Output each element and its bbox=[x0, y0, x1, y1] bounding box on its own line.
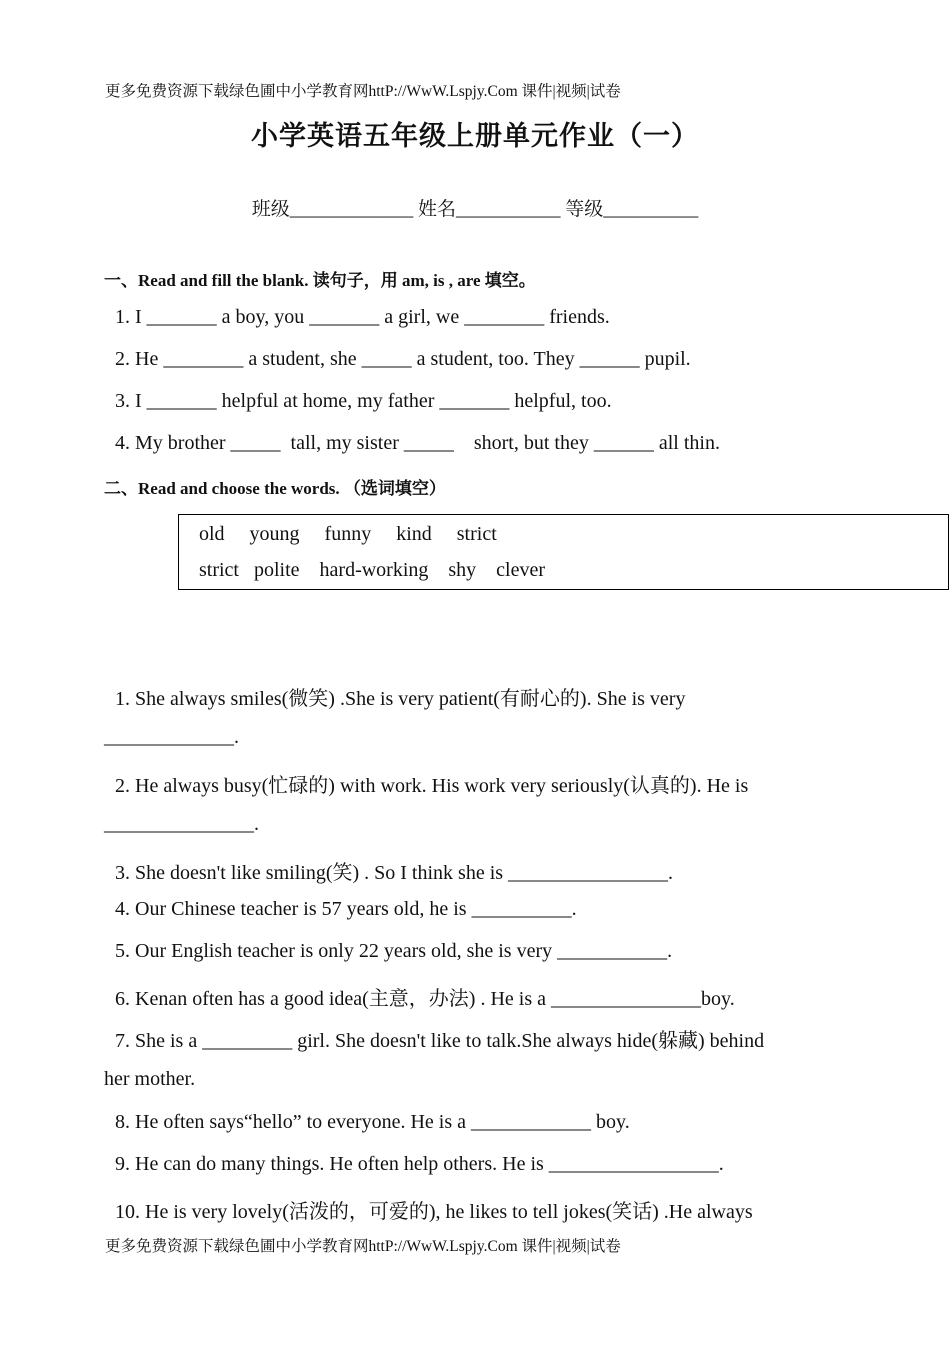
section-1-question-1: 1. I _______ a boy, you _______ a girl, we ________ friends. bbox=[115, 306, 610, 328]
section-2-question-6: 6. Kenan often has a good idea(主意，办法) . He is a _______________boy. bbox=[115, 988, 735, 1010]
section-2-question-1-blank: _____________. bbox=[104, 726, 239, 748]
student-info-line: 班级_____________ 姓名___________ 等级__________ bbox=[251, 199, 699, 220]
section-2-question-7: 7. She is a _________ girl. She doesn't like to talk.She always hide(躲藏) behind bbox=[115, 1030, 765, 1052]
section-1-question-4: 4. My brother _____ tall, my sister _____ short, but they ______ all thin. bbox=[115, 432, 720, 454]
section-2-question-7-cont: her mother. bbox=[104, 1068, 196, 1090]
section-1-question-3: 3. I _______ helpful at home, my father _______ helpful, too. bbox=[115, 390, 612, 412]
page-title: 小学英语五年级上册单元作业（一） bbox=[251, 121, 699, 151]
section-2-heading: 二、Read and choose the words. （选词填空） bbox=[104, 479, 446, 498]
section-2-question-2: 2. He always busy(忙碌的) with work. His work very seriously(认真的). He is bbox=[115, 775, 749, 797]
section-2-question-4: 4. Our Chinese teacher is 57 years old, he is __________. bbox=[115, 898, 577, 920]
section-2-question-1: 1. She always smiles(微笑) .She is very patient(有耐心的). She is very bbox=[115, 688, 686, 710]
word-bank-row-2: strict polite hard-working shy clever bbox=[199, 559, 546, 581]
section-1-question-2: 2. He ________ a student, she _____ a student, too. They ______ pupil. bbox=[115, 348, 691, 370]
section-2-question-5: 5. Our English teacher is only 22 years old, she is very ___________. bbox=[115, 940, 673, 962]
section-2-question-10: 10. He is very lovely(活泼的，可爱的), he likes to tell jokes(笑话) .He always bbox=[115, 1201, 753, 1223]
section-2-question-8: 8. He often says“hello” to everyone. He is a ____________ boy. bbox=[115, 1111, 630, 1133]
page-header-text: 更多免费资源下载绿色圃中小学教育网httP://WwW.Lspjy.Com 课件|视频|试卷 bbox=[105, 83, 621, 100]
word-bank-row-1: old young funny kind strict bbox=[199, 523, 497, 545]
section-1-heading: 一、Read and fill the blank. 读句子，用 am, is , are 填空。 bbox=[104, 271, 536, 290]
section-2-question-3: 3. She doesn't like smiling(笑) . So I think she is ________________. bbox=[115, 862, 674, 884]
section-2-question-9: 9. He can do many things. He often help others. He is _________________. bbox=[115, 1153, 724, 1175]
section-2-question-2-blank: _______________. bbox=[104, 813, 259, 835]
page-footer-text: 更多免费资源下载绿色圃中小学教育网httP://WwW.Lspjy.Com 课件|视频|试卷 bbox=[105, 1238, 621, 1255]
